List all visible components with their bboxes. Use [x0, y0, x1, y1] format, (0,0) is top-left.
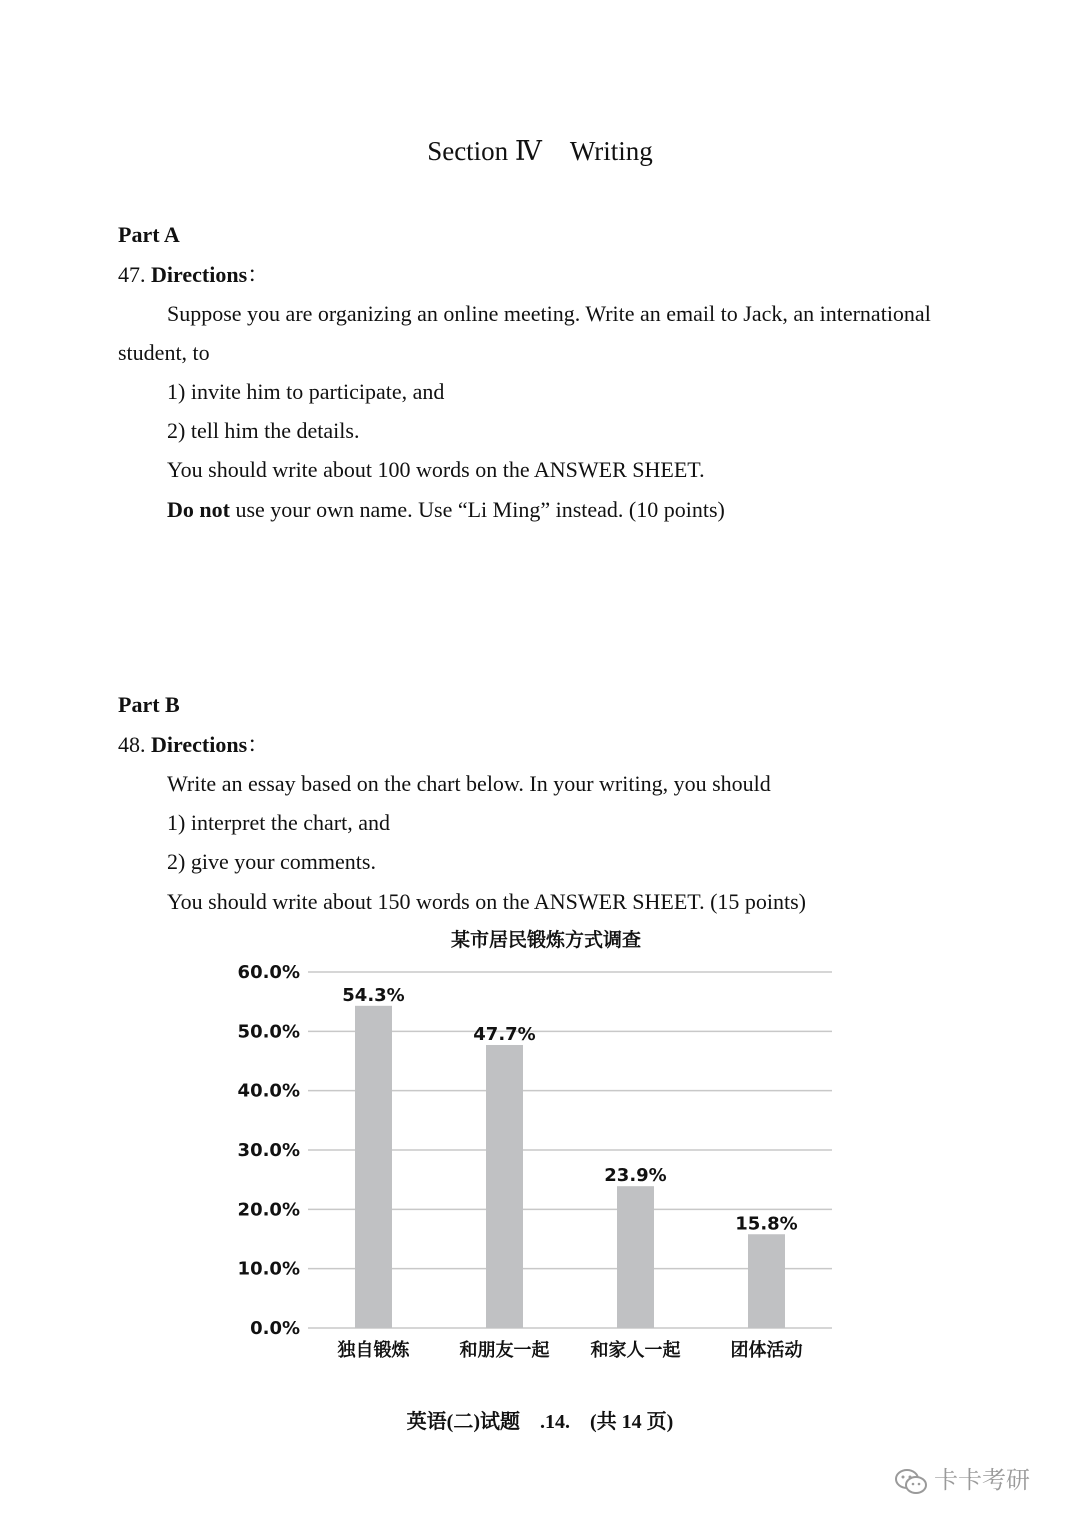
y-tick-label: 30.0% — [237, 1140, 300, 1161]
part-a-title: Part A — [118, 222, 180, 247]
wechat-icon — [894, 1468, 928, 1496]
y-tick-label: 50.0% — [237, 1021, 300, 1043]
chart-title: 某市居民锻炼方式调查 — [450, 929, 642, 951]
directions-colon: ： — [247, 732, 270, 757]
question-47-para-line1: Suppose you are organizing an online meeting. Write an email to Jack, an international — [167, 301, 931, 326]
question-48-para: Write an essay based on the chart below. In your writing, you should — [167, 771, 771, 796]
question-47-name-note — [167, 497, 725, 523]
bar — [748, 1234, 785, 1328]
page-footer: 英语(二)试题 .14. (共 14 页) — [406, 1411, 674, 1433]
data-label: 54.3% — [342, 984, 405, 1006]
exercise-bar-chart — [230, 922, 850, 1372]
watermark-text: 卡卡考研 — [934, 1467, 1030, 1494]
y-tick-label: 10.0% — [237, 1258, 300, 1280]
data-label: 47.7% — [473, 1023, 536, 1045]
section-title — [0, 136, 1080, 167]
question-48-header — [118, 732, 269, 758]
question-48-item1: 1) interpret the chart, and — [167, 810, 390, 835]
watermark — [894, 1460, 1030, 1496]
part-b-title: Part B — [118, 692, 180, 717]
x-tick-label: 和家人一起 — [590, 1340, 681, 1361]
y-tick-label: 60.0% — [237, 962, 300, 983]
data-label: 23.9% — [604, 1165, 667, 1187]
question-47-para-line2: student, to — [118, 340, 210, 365]
name-note-text: use your own name. Use “Li Ming” instead. (10 points) — [229, 497, 725, 522]
bar — [617, 1186, 654, 1328]
x-tick-label: 团体活动 — [730, 1340, 803, 1361]
y-tick-label: 0.0% — [250, 1318, 300, 1339]
x-tick-label: 和朋友一起 — [459, 1340, 550, 1361]
directions-colon: ： — [247, 262, 270, 287]
question-48-word-requirement: You should write about 150 words on the ANSWER SHEET. (15 points) — [167, 889, 807, 914]
question-48-item2: 2) give your comments. — [167, 849, 376, 874]
data-label: 15.8% — [735, 1213, 798, 1235]
section-name: Writing — [569, 136, 653, 166]
y-tick-label: 40.0% — [237, 1080, 300, 1102]
y-tick-label: 20.0% — [237, 1199, 300, 1221]
section-label: Section Ⅳ — [427, 136, 542, 166]
x-tick-label: 独自锻炼 — [337, 1340, 410, 1361]
question-47-item1: 1) invite him to participate, and — [167, 379, 445, 404]
directions-label: Directions — [151, 732, 248, 757]
bar — [355, 1006, 392, 1328]
bar — [486, 1045, 523, 1328]
question-47-item2: 2) tell him the details. — [167, 418, 360, 443]
question-number: 47. — [118, 262, 146, 287]
question-47-word-requirement: You should write about 100 words on the ANSWER SHEET. — [167, 457, 705, 482]
question-number: 48. — [118, 732, 146, 757]
directions-label: Directions — [151, 262, 248, 287]
do-not-emphasis: Do not — [167, 497, 230, 522]
question-47-header — [118, 262, 269, 288]
